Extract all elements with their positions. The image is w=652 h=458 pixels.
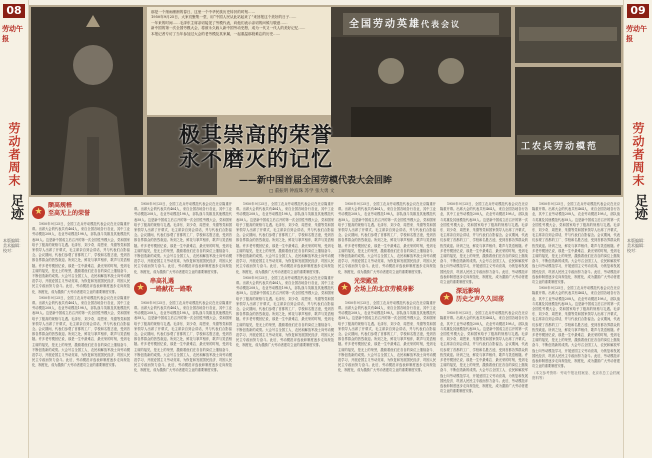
body-paragraph: 1950年9月25日，全国工农兵劳动模范代表会议在北京隆重开幕。出席大会的代表共有464人，来自全国各地各行各业，其中工业劳动模范208人，农业劳动模范198人，部队战斗英雄及其他模范代表58人。这是新中国成立后召开的第一次全国性劳模大会，党和国家给予了极高的规格与礼遇。毛泽东、刘少奇、周恩来、朱德等党和国家领导人出席了开幕式，毛主席亲自到会讲话，并与代表们合影留念。会议期间，代表们参观了首都的工厂、学校和名胜古迹，受到首都各界群众的热烈欢迎。所到之处，鲜花与掌声相伴，歌声与笑语相随。许多老劳模回忆说，那是一生中最难忘、最光荣的时刻，受到毛主席的接见，是无上的荣誉，激励着他们在各自的岗位上继续奋斗、不断创造新的成绩。大会号召全国工人、农民和解放军战士向劳动模范学习，开展爱国主义劳动竞赛，为恢复和发展国民经济、巩固人民民主专政而努力奋斗。此后，劳动模范评选表彰制度逐步走向规范化、制度化，成为激励广大劳动者建功立业的重要制度安排。 [440, 202, 528, 285]
column-1 [32, 202, 130, 448]
intro-line: 1950年9月25日，大家们聚集一堂，用“中国人民从此站起来了”来回报这个美好的日子…… [151, 15, 297, 20]
credits-left [3, 238, 25, 253]
authors: □ 董振明 钟波珠 苏学 张大勇 文 [269, 189, 335, 194]
section-title-4b: 历史之声久久回荡 [456, 296, 505, 304]
column-6 [532, 202, 620, 448]
body-paragraph: 1950年9月25日，全国工农兵劳动模范代表会议在北京隆重开幕。出席大会的代表共有464人，来自全国各地各行各业，其中工业劳动模范208人，农业劳动模范198人，部队战斗英雄及其他模范代表58人。这是新中国成立后召开的第一次全国性劳模大会，党和国家给予了极高的规格与礼遇。毛泽东、刘少奇、周恩来、朱德等党和国家领导人出席了开幕式，毛主席亲自到会讲话，并与代表们合影留念。会议期间，代表们参观了首都的工厂、学校和名胜古迹，受到首都各界群众的热烈欢迎。所到之处，鲜花与掌声相伴，歌声与笑语相随。许多老劳模回忆说，那是一生中最难忘、最光荣的时刻，受到毛主席的接见，是无上的荣誉，激励着他们在各自的岗位上继续奋斗、不断创造新的成绩。大会号召全国工人、农民和解放军战士向劳动模范学习，开展爱国主义劳动竞赛，为恢复和发展国民经济、巩固人民民主专政而努力奋斗。此后，劳动模范评选表彰制度逐步走向规范化、制度化，成为激励广大劳动者建功立业的重要制度安排。 [236, 202, 334, 274]
section-title-1a: 颇高规格 [48, 202, 73, 209]
crowd-image [331, 37, 511, 137]
body-paragraph: 1950年9月25日，全国工农兵劳动模范代表会议在北京隆重开幕。出席大会的代表共有464人，来自全国各地各行各业，其中工业劳动模范208人，农业劳动模范198人，部队战斗英雄及其他模范代表58人。这是新中国成立后召开的第一次全国性劳模大会，党和国家给予了极高的规格与礼遇。毛泽东、刘少奇、周恩来、朱德等党和国家领导人出席了开幕式，毛主席亲自到会讲话，并与代表们合影留念。会议期间，代表们参观了首都的工厂、学校和名胜古迹，受到首都各界群众的热烈欢迎。所到之处，鲜花与掌声相伴，歌声与笑语相随。许多老劳模回忆说，那是一生中最难忘、最光荣的时刻，受到毛主席的接见，是无上的荣誉，激励着他们在各自的岗位上继续奋斗、不断创造新的成绩。大会号召全国工人、农民和解放军战士向劳动模范学习，开展爱国主义劳动竞赛，为恢复和发展国民经济、巩固人民民主专政而努力奋斗。此后，劳动模范评选表彰制度逐步走向规范化、制度化，成为激励广大劳动者建功立业的重要制度安排。 [236, 275, 334, 348]
footer-note: （本文参考资料：劳动午报社档案室、北京市总工会档案资料等） [532, 370, 620, 380]
section-heading-1 [32, 202, 130, 222]
body-paragraph: 1950年9月25日，全国工农兵劳动模范代表会议在北京隆重开幕。出席大会的代表共有464人，来自全国各地各行各业，其中工业劳动模范208人，农业劳动模范198人，部队战斗英雄及其他模范代表58人。这是新中国成立后召开的第一次全国性劳模大会，党和国家给予了极高的规格与礼遇。毛泽东、刘少奇、周恩来、朱德等党和国家领导人出席了开幕式，毛主席亲自到会讲话，并与代表们合影留念。会议期间，代表们参观了首都的工厂、学校和名胜古迹，受到首都各界群众的热烈欢迎。所到之处，鲜花与掌声相伴，歌声与笑语相随。许多老劳模回忆说，那是一生中最难忘、最光荣的时刻，受到毛主席的接见，是无上的荣誉，激励着他们在各自的岗位上继续奋斗、不断创造新的成绩。大会号召全国工人、农民和解放军战士向劳动模范学习，开展爱国主义劳动竞赛，为恢复和发展国民经济、巩固人民民主专政而努力奋斗。此后，劳动模范评选表彰制度逐步走向规范化、制度化，成为激励广大劳动者建功立业的重要制度安排。 [532, 202, 620, 285]
body-paragraph: 1950年9月25日，全国工农兵劳动模范代表会议在北京隆重开幕。出席大会的代表共有464人，来自全国各地各行各业，其中工业劳动模范208人，农业劳动模范198人，部队战斗英雄及其他模范代表58人。这是新中国成立后召开的第一次全国性劳模大会，党和国家给予了极高的规格与礼遇。毛泽东、刘少奇、周恩来、朱德等党和国家领导人出席了开幕式，毛主席亲自到会讲话，并与代表们合影留念。会议期间，代表们参观了首都的工厂、学校和名胜古迹，受到首都各界群众的热烈欢迎。所到之处，鲜花与掌声相伴，歌声与笑语相随。许多老劳模回忆说，那是一生中最难忘、最光荣的时刻，受到毛主席的接见，是无上的荣誉，激励着他们在各自的岗位上继续奋斗、不断创造新的成绩。大会号召全国工人、农民和解放军战士向劳动模范学习，开展爱国主义劳动竞赛，为恢复和发展国民经济、巩固人民民主专政而努力奋斗。此后，劳动模范评选表彰制度逐步走向规范化、制度化，成为激励广大劳动者建功立业的重要制度安排。 [440, 311, 528, 394]
headline-line-1: 极其崇高的荣誉 [179, 123, 333, 147]
column-2 [134, 202, 232, 448]
section-title-right: 劳动者周末 [631, 122, 645, 187]
banner-top [343, 13, 499, 35]
masthead-left: 劳动午报 [2, 24, 23, 43]
credit-line: 美术编辑： [627, 243, 647, 248]
intro-line: 新中国的第一次全国劳模大会，将被永久载入新中国劳动史册，成为一代又一代人的美好记忆…… [151, 26, 306, 31]
section-title-left: 劳动者周末 [7, 122, 21, 187]
body-paragraph: 1950年9月25日，全国工农兵劳动模范代表会议在北京隆重开幕。出席大会的代表共有464人，来自全国各地各行各业，其中工业劳动模范208人，农业劳动模范198人，部队战斗英雄及其他模范代表58人。这是新中国成立后召开的第一次全国性劳模大会，党和国家给予了极高的规格与礼遇。毛泽东、刘少奇、周恩来、朱德等党和国家领导人出席了开幕式，毛主席亲自到会讲话，并与代表们合影留念。会议期间，代表们参观了首都的工厂、学校和名胜古迹，受到首都各界群众的热烈欢迎。所到之处，鲜花与掌声相伴，歌声与笑语相随。许多老劳模回忆说，那是一生中最难忘、最光荣的时刻，受到毛主席的接见，是无上的荣誉，激励着他们在各自的岗位上继续奋斗、不断创造新的成绩。大会号召全国工人、农民和解放军战士向劳动模范学习，开展爱国主义劳动竞赛，为恢复和发展国民经济、巩固人民民主专政而努力奋斗。此后，劳动模范评选表彰制度逐步走向规范化、制度化，成为激励广大劳动者建功立业的重要制度安排。 [532, 286, 620, 369]
right-margin-strip [623, 0, 652, 458]
credit-line: 校对： [3, 248, 15, 253]
masthead-right: 劳动午报 [626, 24, 647, 43]
star-icon: ★ [32, 206, 45, 219]
credits-right [627, 238, 649, 253]
headline-line-2: 永不磨灭的记忆 [179, 147, 333, 171]
right-top-photo [515, 7, 621, 63]
section-title-2a: 串高礼遇 [150, 277, 175, 285]
body-paragraph: 1950年9月25日，全国工农兵劳动模范代表会议在北京隆重开幕。出席大会的代表共有464人，来自全国各地各行各业，其中工业劳动模范208人，农业劳动模范198人，部队战斗英雄及其他模范代表58人。这是新中国成立后召开的第一次全国性劳模大会，党和国家给予了极高的规格与礼遇。毛泽东、刘少奇、周恩来、朱德等党和国家领导人出席了开幕式，毛主席亲自到会讲话，并与代表们合影留念。会议期间，代表们参观了首都的工厂、学校和名胜古迹，受到首都各界群众的热烈欢迎。所到之处，鲜花与掌声相伴，歌声与笑语相随。许多老劳模回忆说，那是一生中最难忘、最光荣的时刻，受到毛主席的接见，是无上的荣誉，激励着他们在各自的岗位上继续奋斗、不断创造新的成绩。大会号召全国工人、农民和解放军战士向劳动模范学习，开展爱国主义劳动竞赛，为恢复和发展国民经济、巩固人民民主专政而努力奋斗。此后，劳动模范评选表彰制度逐步走向规范化、制度化，成为激励广大劳动者建功立业的重要制度安排。 [134, 300, 232, 373]
portrait-photo [31, 7, 143, 195]
credit-line: 校对： [627, 248, 639, 253]
star-icon: ★ [440, 292, 453, 305]
star-icon: ★ [338, 282, 351, 295]
intro-line: 本报记者专访了当年参加过大会的老劳模及其家属，一起重温那段难忘的历史…… [151, 31, 281, 36]
page-number-right: 09 [627, 4, 649, 18]
left-margin-strip [0, 0, 29, 458]
banner-right-text: 工农兵劳动模范 [521, 142, 599, 152]
section-sub-right: 足迹 [632, 194, 647, 220]
section-title-4a: 深远影响 [456, 288, 481, 296]
column-3 [236, 202, 334, 448]
right-top-banner [519, 27, 617, 41]
hero-collage [29, 5, 623, 197]
body-paragraph: 1950年9月25日，全国工农兵劳动模范代表会议在北京隆重开幕。出席大会的代表共有464人，来自全国各地各行各业，其中工业劳动模范208人，农业劳动模范198人，部队战斗英雄及其他模范代表58人。这是新中国成立后召开的第一次全国性劳模大会，党和国家给予了极高的规格与礼遇。毛泽东、刘少奇、周恩来、朱德等党和国家领导人出席了开幕式，毛主席亲自到会讲话，并与代表们合影留念。会议期间，代表们参观了首都的工厂、学校和名胜古迹，受到首都各界群众的热烈欢迎。所到之处，鲜花与掌声相伴，歌声与笑语相随。许多老劳模回忆说，那是一生中最难忘、最光荣的时刻，受到毛主席的接见，是无上的荣誉，激励着他们在各自的岗位上继续奋斗、不断创造新的成绩。大会号召全国工人、农民和解放军战士向劳动模范学习，开展爱国主义劳动竞赛，为恢复和发展国民经济、巩固人民民主专政而努力奋斗。此后，劳动模范评选表彰制度逐步走向规范化、制度化，成为激励广大劳动者建功立业的重要制度安排。 [338, 202, 436, 274]
column-5 [440, 202, 528, 448]
column-4 [338, 202, 436, 448]
intro-line: 一年来的时间……毛泽东主席亲切接见了劳模代表，向他们表示亲切的问候与敬意…… [151, 20, 288, 25]
section-heading-3 [338, 278, 436, 298]
right-bottom-photo [515, 67, 621, 195]
section-title-2b: 一路献花一路歌 [150, 285, 193, 293]
section-sub-left: 足迹 [8, 194, 23, 220]
banner-top-text: 全国劳动英雄 [349, 19, 421, 30]
section-heading-4 [440, 288, 528, 308]
intro-line: 那是一个细雨淅淅的春日，这里一个中华民族历史转折的时刻…… [151, 10, 256, 14]
credit-line: 本版编辑： [627, 238, 647, 243]
conference-photo [331, 7, 511, 137]
banner-right [517, 135, 619, 155]
body-paragraph: 1950年9月25日，全国工农兵劳动模范代表会议在北京隆重开幕。出席大会的代表共有464人，来自全国各地各行各业，其中工业劳动模范208人，农业劳动模范198人，部队战斗英雄及其他模范代表58人。这是新中国成立后召开的第一次全国性劳模大会，党和国家给予了极高的规格与礼遇。毛泽东、刘少奇、周恩来、朱德等党和国家领导人出席了开幕式，毛主席亲自到会讲话，并与代表们合影留念。会议期间，代表们参观了首都的工厂、学校和名胜古迹，受到首都各界群众的热烈欢迎。所到之处，鲜花与掌声相伴，歌声与笑语相随。许多老劳模回忆说，那是一生中最难忘、最光荣的时刻，受到毛主席的接见，是无上的荣誉，激励着他们在各自的岗位上继续奋斗、不断创造新的成绩。大会号召全国工人、农民和解放军战士向劳动模范学习，开展爱国主义劳动竞赛，为恢复和发展国民经济、巩固人民民主专政而努力奋斗。此后，劳动模范评选表彰制度逐步走向规范化、制度化，成为激励广大劳动者建功立业的重要制度安排。 [32, 222, 130, 294]
page-number-left: 08 [3, 4, 25, 18]
star-icon: ★ [134, 282, 147, 295]
subhead: ——新中国首届全国劳模代表大会回眸 [239, 176, 393, 186]
body-paragraph: 1950年9月25日，全国工农兵劳动模范代表会议在北京隆重开幕。出席大会的代表共有464人，来自全国各地各行各业，其中工业劳动模范208人，农业劳动模范198人，部队战斗英雄及其他模范代表58人。这是新中国成立后召开的第一次全国性劳模大会，党和国家给予了极高的规格与礼遇。毛泽东、刘少奇、周恩来、朱德等党和国家领导人出席了开幕式，毛主席亲自到会讲话，并与代表们合影留念。会议期间，代表们参观了首都的工厂、学校和名胜古迹，受到首都各界群众的热烈欢迎。所到之处，鲜花与掌声相伴，歌声与笑语相随。许多老劳模回忆说，那是一生中最难忘、最光荣的时刻，受到毛主席的接见，是无上的荣誉，激励着他们在各自的岗位上继续奋斗、不断创造新的成绩。大会号召全国工人、农民和解放军战士向劳动模范学习，开展爱国主义劳动竞赛，为恢复和发展国民经济、巩固人民民主专政而努力奋斗。此后，劳动模范评选表彰制度逐步走向规范化、制度化，成为激励广大劳动者建功立业的重要制度安排。 [32, 295, 130, 368]
body-paragraph: 1950年9月25日，全国工农兵劳动模范代表会议在北京隆重开幕。出席大会的代表共有464人，来自全国各地各行各业，其中工业劳动模范208人，农业劳动模范198人，部队战斗英雄及其他模范代表58人。这是新中国成立后召开的第一次全国性劳模大会，党和国家给予了极高的规格与礼遇。毛泽东、刘少奇、周恩来、朱德等党和国家领导人出席了开幕式，毛主席亲自到会讲话，并与代表们合影留念。会议期间，代表们参观了首都的工厂、学校和名胜古迹，受到首都各界群众的热烈欢迎。所到之处，鲜花与掌声相伴，歌声与笑语相随。许多老劳模回忆说，那是一生中最难忘、最光荣的时刻，受到毛主席的接见，是无上的荣誉，激励着他们在各自的岗位上继续奋斗、不断创造新的成绩。大会号召全国工人、农民和解放军战士向劳动模范学习，开展爱国主义劳动竞赛，为恢复和发展国民经济、巩固人民民主专政而努力奋斗。此后，劳动模范评选表彰制度逐步走向规范化、制度化，成为激励广大劳动者建功立业的重要制度安排。 [338, 300, 436, 373]
credit-line: 美术编辑： [3, 243, 23, 248]
portrait-figure-image [31, 7, 143, 195]
banner-top-text2: 代表会议 [421, 20, 461, 29]
section-title-3a: 光荣殿堂 [354, 277, 379, 285]
credit-line: 本版编辑： [3, 238, 23, 243]
section-title-3b: 会场上的北京劳模身影 [354, 285, 415, 293]
section-heading-2 [134, 278, 232, 298]
body-paragraph: 1950年9月25日，全国工农兵劳动模范代表会议在北京隆重开幕。出席大会的代表共有464人，来自全国各地各行各业，其中工业劳动模范208人，农业劳动模范198人，部队战斗英雄及其他模范代表58人。这是新中国成立后召开的第一次全国性劳模大会，党和国家给予了极高的规格与礼遇。毛泽东、刘少奇、周恩来、朱德等党和国家领导人出席了开幕式，毛主席亲自到会讲话，并与代表们合影留念。会议期间，代表们参观了首都的工厂、学校和名胜古迹，受到首都各界群众的热烈欢迎。所到之处，鲜花与掌声相伴，歌声与笑语相随。许多老劳模回忆说，那是一生中最难忘、最光荣的时刻，受到毛主席的接见，是无上的荣誉，激励着他们在各自的岗位上继续奋斗、不断创造新的成绩。大会号召全国工人、农民和解放军战士向劳动模范学习，开展爱国主义劳动竞赛，为恢复和发展国民经济、巩固人民民主专政而努力奋斗。此后，劳动模范评选表彰制度逐步走向规范化、制度化，成为激励广大劳动者建功立业的重要制度安排。 [134, 202, 232, 274]
section-title-1b: 至高无上的荣誉 [48, 210, 91, 217]
